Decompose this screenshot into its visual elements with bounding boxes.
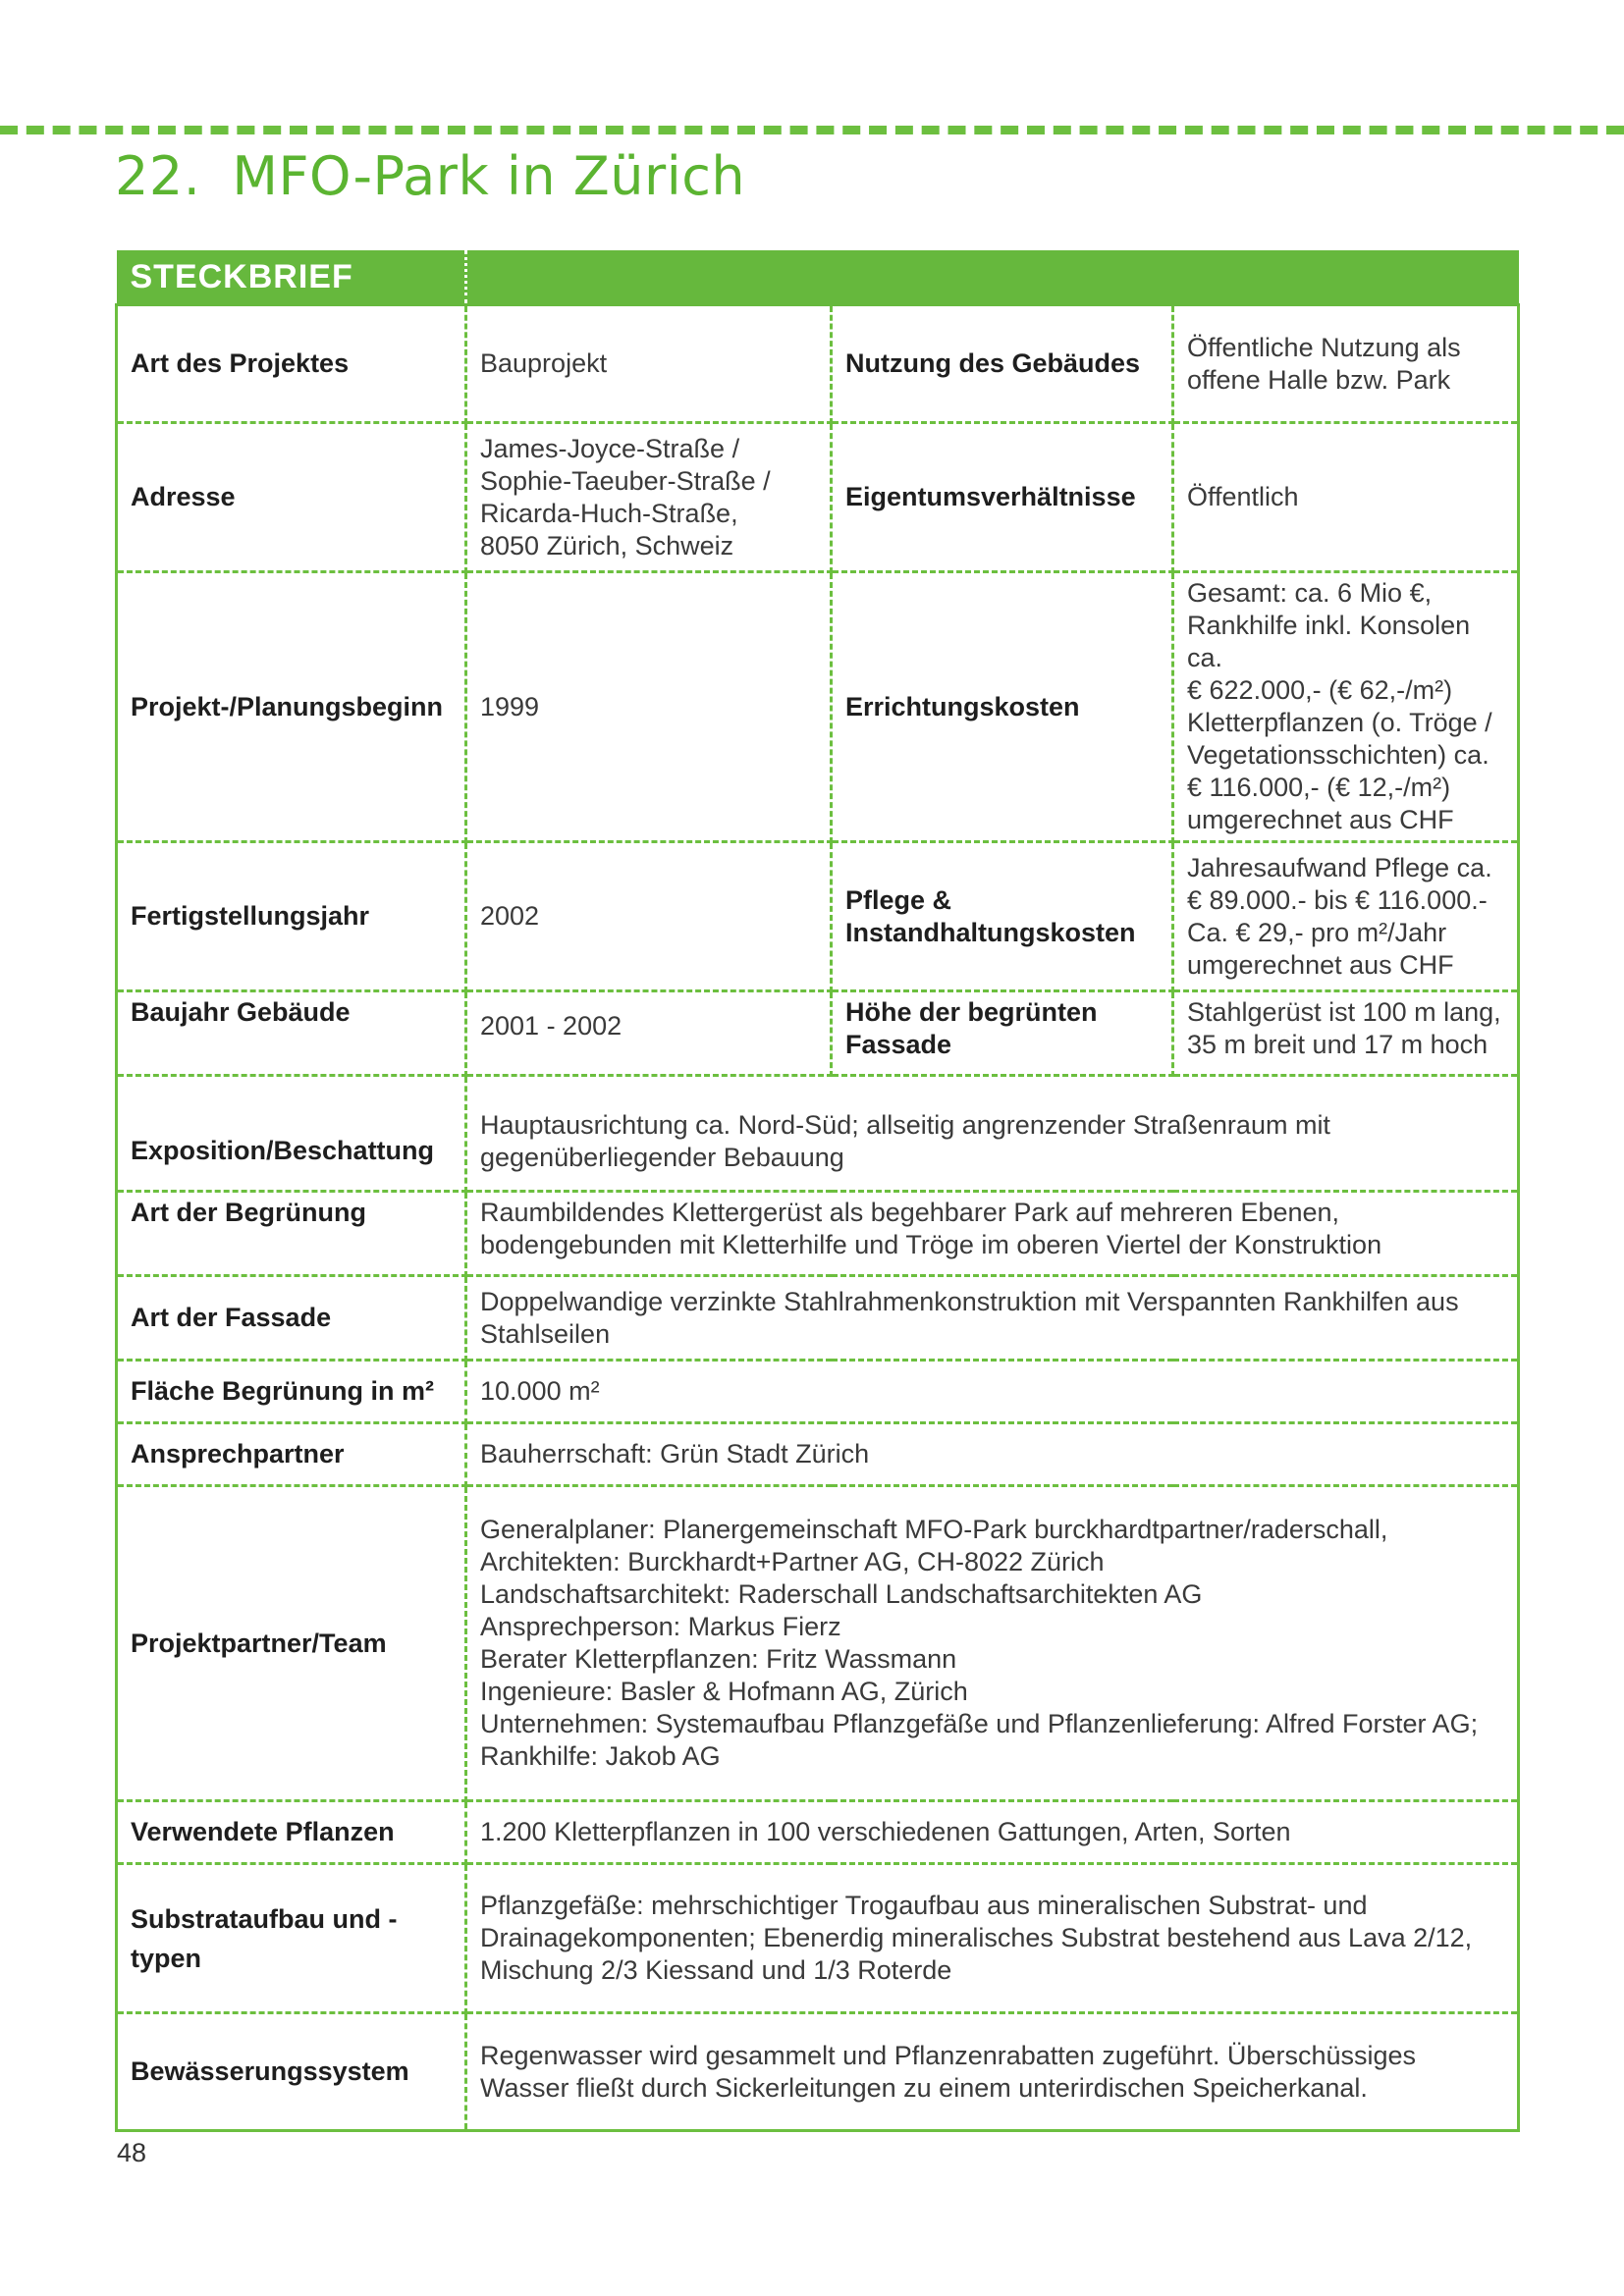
row-label-secondary: Nutzung des Gebäudes (832, 305, 1173, 423)
table-row (117, 2013, 1519, 2131)
header-filler (466, 250, 1519, 305)
table-row (117, 1361, 1519, 1423)
table-row (117, 1423, 1519, 1486)
table-row (117, 1276, 1519, 1361)
page-number: 48 (117, 2138, 147, 2167)
row-label: Bewässerungssystem (117, 2013, 466, 2131)
row-label-secondary: Höhe der begrünten Fassade (832, 991, 1173, 1076)
row-value: Bauprojekt (466, 305, 832, 423)
row-value: Raumbildendes Klettergerüst als begehbarer Park auf mehreren Ebenen, bodengebunden mit Kletterhilfe und Tröge im oberen Viertel der Konstruktion (466, 1192, 1519, 1276)
row-value-secondary: Öffentliche Nutzung als offene Halle bzw. Park (1173, 305, 1519, 423)
section-number: 22. (115, 145, 201, 207)
row-value: Regenwasser wird gesammelt und Pflanzenrabatten zugeführt. Überschüssiges Wasser fließt durch Sickerleitungen zu einem unterirdischen Speicherkanal. (466, 2013, 1519, 2131)
row-label-secondary: Pflege & Instandhaltungskosten (832, 842, 1173, 991)
row-label-secondary: Eigentumsverhältnisse (832, 423, 1173, 572)
table-row (117, 1801, 1519, 1864)
row-value: 2002 (466, 842, 832, 991)
row-value: Hauptausrichtung ca. Nord-Süd; allseitig angrenzender Straßenraum mit gegenüberliegender Bebauung (466, 1076, 1519, 1192)
table-row (117, 1864, 1519, 2013)
row-label: Art der Fassade (117, 1276, 466, 1361)
table-row (117, 1076, 1519, 1192)
row-value: 10.000 m² (466, 1361, 1519, 1423)
row-label: Projektpartner/Team (117, 1486, 466, 1801)
row-value: 1999 (466, 572, 832, 842)
page-title (115, 145, 745, 207)
section-title: MFO-Park in Zürich (232, 145, 746, 207)
row-label: Ansprechpartner (117, 1423, 466, 1486)
row-label: Art des Projektes (117, 305, 466, 423)
row-value: Doppelwandige verzinkte Stahlrahmenkonstruktion mit Verspannten Rankhilfen aus Stahlseilen (466, 1276, 1519, 1361)
row-label: Fertigstellungsjahr (117, 842, 466, 991)
row-value: Generalplaner: Planergemeinschaft MFO-Park burckhardtpartner/raderschall, Architekten: Burckhardt+Partner AG, CH-8022 Zürich Landschaftsarchitekt: Raderschall Landschaftsarchitekten AG Ansprechperson: Markus Fierz Berater Kletterpflanzen: Fritz Wassmann Ingenieure: Basler & Hofmann AG, Zürich Unternehmen: Systemaufbau Pflanzgefäße und Pflanzenlieferung: Alfred Forster AG; Rankhilfe: Jakob AG (466, 1486, 1519, 1801)
row-label: Exposition/Beschattung (117, 1076, 466, 1192)
row-label: Adresse (117, 423, 466, 572)
row-label-secondary: Errichtungskosten (832, 572, 1173, 842)
row-value-secondary: Öffentlich (1173, 423, 1519, 572)
table-row (117, 842, 1519, 991)
row-value-secondary: Gesamt: ca. 6 Mio €, Rankhilfe inkl. Konsolen ca. € 622.000,- (€ 62,-/m²) Kletterpflanzen (o. Tröge / Vegetationsschichten) ca. € 116.000,- (€ 12,-/m²) umgerechnet aus CHF (1173, 572, 1519, 842)
table-header-row (117, 250, 1519, 305)
row-label: Fläche Begrünung in m² (117, 1361, 466, 1423)
row-value-secondary: Jahresaufwand Pflege ca. € 89.000.- bis € 116.000.- Ca. € 29,- pro m²/Jahr umgerechnet aus CHF (1173, 842, 1519, 991)
row-value: 1.200 Kletterpflanzen in 100 verschiedenen Gattungen, Arten, Sorten (466, 1801, 1519, 1864)
row-value: James-Joyce-Straße / Sophie-Taeuber-Straße / Ricarda-Huch-Straße, 8050 Zürich, Schweiz (466, 423, 832, 572)
top-dashed-divider (0, 126, 1624, 134)
row-value: Pflanzgefäße: mehrschichtiger Trogaufbau aus mineralischen Substrat- und Drainagekomponenten; Ebenerdig mineralisches Substrat bestehend aus Lava 2/12, Mischung 2/3 Kiessand und 1/3 Roterde (466, 1864, 1519, 2013)
row-value-secondary: Stahlgerüst ist 100 m lang, 35 m breit und 17 m hoch (1173, 991, 1519, 1076)
steckbrief-table (115, 250, 1520, 2132)
table-row (117, 423, 1519, 572)
row-value: Bauherrschaft: Grün Stadt Zürich (466, 1423, 1519, 1486)
row-value: 2001 - 2002 (466, 991, 832, 1076)
table-row (117, 1192, 1519, 1276)
row-label: Substrataufbau und - typen (117, 1864, 466, 2013)
steckbrief-heading: STECKBRIEF (117, 250, 466, 305)
row-label: Verwendete Pflanzen (117, 1801, 466, 1864)
row-label: Baujahr Gebäude (117, 991, 466, 1076)
table-row (117, 1486, 1519, 1801)
table-row (117, 572, 1519, 842)
row-label: Projekt-/Planungsbeginn (117, 572, 466, 842)
table-row (117, 305, 1519, 423)
row-label: Art der Begrünung (117, 1192, 466, 1276)
table-row (117, 991, 1519, 1076)
